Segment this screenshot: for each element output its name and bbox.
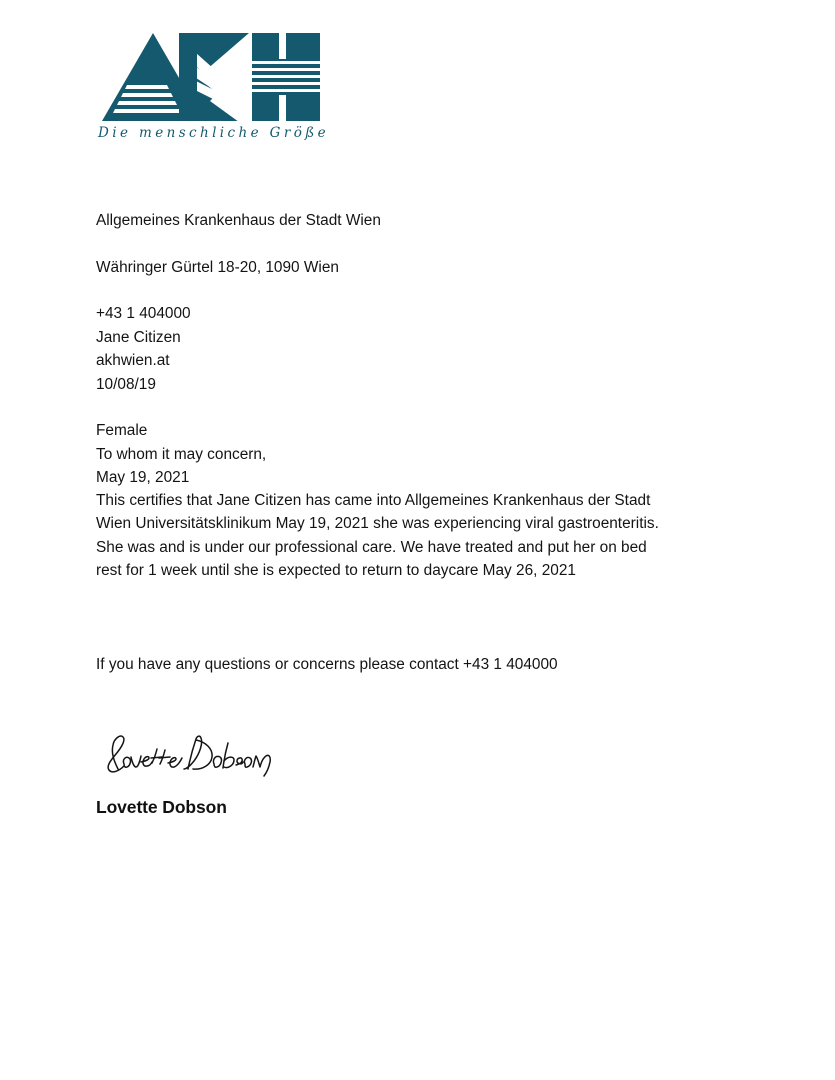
sender-organisation: Allgemeines Krankenhaus der Stadt Wien — [96, 212, 381, 230]
sender-street: Währinger Gürtel 18-20, 1090 Wien — [96, 258, 339, 276]
handwritten-signature — [96, 731, 276, 783]
akh-wordmark-logo — [96, 25, 324, 121]
letter-date: May 19, 2021 — [96, 469, 190, 487]
sender-phone: +43 1 404000 — [96, 305, 191, 323]
signatory-printed-name: Lovette Dobson — [96, 797, 227, 817]
patient-details-block — [96, 303, 189, 513]
letterhead-tagline: Die menschliche Größe — [98, 125, 330, 141]
contact-line: If you have any questions or concerns please contact +43 1 404000 — [96, 656, 558, 673]
letterhead — [96, 25, 336, 141]
signature-block — [96, 731, 396, 818]
sender-website: akhwien.at — [96, 352, 170, 370]
patient-date-of-birth: 10/08/19 — [96, 375, 156, 393]
patient-name: Jane Citizen — [96, 329, 181, 347]
patient-gender: Female — [96, 422, 148, 440]
body-paragraph: This certifies that Jane Citizen has came into Allgemeines Krankenhaus der Stadt Wien Universitätsklinikum May 19, 2021 she was experiencing viral gastroenteritis. She was and is under our professional care. We have treated and put her on bed rest for 1 week until she is expected to return to daycare May 26, 2021 — [96, 492, 659, 579]
salutation: To whom it may concern, — [96, 446, 267, 463]
